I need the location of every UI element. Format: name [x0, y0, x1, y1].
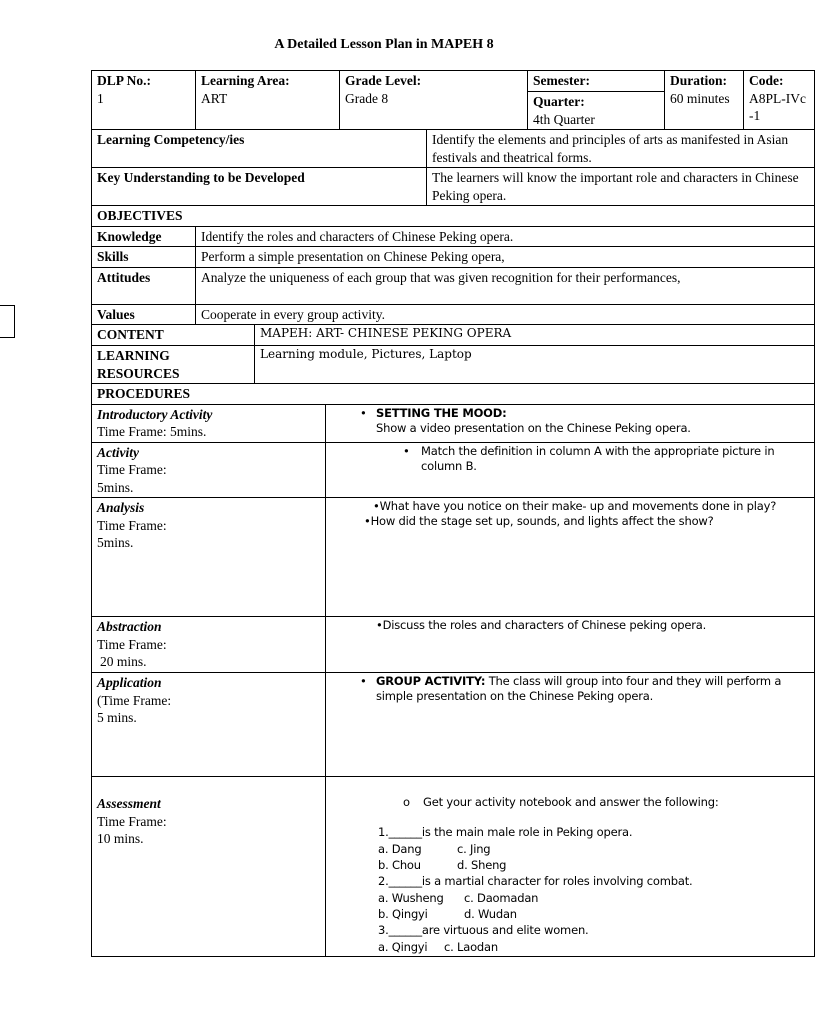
analysis-question: •How did the stage set up, sounds, and lights affect the show?	[364, 514, 714, 529]
assessment-instruction: Get your activity notebook and answer the following:	[423, 795, 719, 810]
circle-bullet-icon: o	[403, 795, 410, 810]
application-title: GROUP ACTIVITY:	[376, 674, 486, 689]
analysis-content	[326, 498, 815, 617]
introductory-time: Time Frame: 5mins.	[97, 424, 207, 440]
application-label: Application	[97, 675, 162, 691]
semester-label: Semester:	[528, 71, 664, 92]
competency-value: Identify the elements and principles of arts as manifested in Asian festivals and theatrical forms.	[427, 130, 815, 168]
grade-level-value: Grade 8	[345, 90, 389, 106]
procedures-heading: PROCEDURES	[92, 384, 815, 405]
objective-value: Cooperate in every group activity.	[196, 304, 815, 325]
activity-cell	[92, 442, 326, 498]
choice: c. Laodan	[444, 939, 498, 954]
introductory-title: SETTING THE MOOD:	[376, 405, 507, 420]
code-label: Code:	[749, 73, 784, 88]
choice: a. Wusheng	[378, 890, 444, 905]
assessment-label: Assessment	[97, 796, 161, 812]
choice: b. Chou	[378, 858, 421, 873]
analysis-cell	[92, 498, 326, 617]
assessment-choices	[331, 939, 809, 955]
grade-level-cell	[340, 71, 528, 130]
application-time-value: 5 mins.	[97, 710, 137, 726]
activity-content	[326, 442, 815, 498]
dlp-cell	[92, 71, 196, 130]
duration-value: 60 minutes	[670, 90, 730, 106]
code-value: A8PL-IVc-1	[749, 90, 807, 124]
introductory-content	[326, 404, 815, 442]
objective-label: Values	[92, 304, 196, 325]
activity-time-value: 5mins.	[97, 479, 134, 495]
assessment-time-label: Time Frame:	[97, 813, 167, 829]
content-label: CONTENT	[92, 325, 255, 346]
bullet-icon: •	[403, 443, 410, 458]
key-understanding-label: Key Understanding to be Developed	[92, 168, 427, 206]
duration-label: Duration:	[670, 73, 728, 88]
assessment-choices	[331, 906, 809, 922]
choice: a. Qingyi	[378, 939, 428, 954]
abstraction-time-value: 20 mins.	[100, 654, 147, 670]
lesson-plan-table	[91, 70, 815, 957]
assessment-question: 1.______is the main male role in Peking opera.	[378, 825, 633, 840]
bullet-icon: •	[360, 674, 367, 689]
introductory-text: Show a video presentation on the Chinese Peking opera.	[376, 420, 691, 435]
objective-value: Analyze the uniqueness of each group that was given recognition for their performances,	[196, 267, 815, 304]
application-time-label: (Time Frame:	[97, 692, 172, 708]
abstraction-time-label: Time Frame:	[97, 636, 167, 652]
duration-cell	[665, 71, 744, 130]
assessment-choices	[331, 857, 809, 873]
document-title: A Detailed Lesson Plan in MAPEH 8	[274, 37, 494, 52]
choice: c. Jing	[457, 841, 491, 856]
choice: d. Wudan	[464, 907, 517, 921]
introductory-label: Introductory Activity	[97, 406, 213, 422]
abstraction-content	[326, 617, 815, 673]
objectives-heading: OBJECTIVES	[92, 206, 815, 227]
objective-label: Knowledge	[92, 226, 196, 247]
analysis-time-label: Time Frame:	[97, 517, 167, 533]
dlp-value: 1	[97, 90, 104, 106]
page-edge-box	[0, 305, 15, 338]
analysis-time-value: 5mins.	[97, 535, 134, 551]
code-cell	[744, 71, 815, 130]
objective-value: Perform a simple presentation on Chinese Peking opera,	[196, 247, 815, 268]
key-understanding-value: The learners will know the important role and characters in Chinese Peking opera.	[427, 168, 815, 206]
activity-time-label: Time Frame:	[97, 462, 167, 478]
content-value: MAPEH: ART- CHINESE PEKING OPERA	[255, 325, 815, 346]
assessment-choices	[331, 890, 809, 906]
semester-quarter-cell	[528, 71, 665, 130]
objective-label: Skills	[92, 247, 196, 268]
application-cell	[92, 673, 326, 777]
dlp-label: DLP No.:	[97, 73, 151, 88]
learning-area-value: ART	[201, 90, 228, 106]
objective-value: Identify the roles and characters of Chinese Peking opera.	[196, 226, 815, 247]
quarter-label: Quarter:	[533, 94, 585, 109]
objective-label: Attitudes	[92, 267, 196, 304]
activity-text: Match the definition in column A with the appropriate picture in column B.	[421, 443, 775, 473]
application-text: The class will group into four and they will perform a simple presentation on the Chinese Peking opera.	[376, 674, 782, 703]
abstraction-label: Abstraction	[97, 619, 162, 635]
choice: a. Dang	[378, 841, 422, 856]
learning-area-cell	[196, 71, 340, 130]
choice: b. Qingyi	[378, 907, 428, 921]
introductory-cell	[92, 404, 326, 442]
bullet-icon: •	[360, 405, 367, 420]
analysis-label: Analysis	[97, 500, 145, 516]
grade-level-label: Grade Level:	[345, 73, 422, 88]
assessment-question: 3.______are virtuous and elite women.	[378, 923, 589, 938]
resources-label: LEARNING RESOURCES	[92, 346, 255, 384]
choice: c. Daomadan	[464, 890, 539, 905]
quarter-value: 4th Quarter	[533, 111, 595, 127]
assessment-choices	[331, 841, 809, 857]
assessment-content	[326, 777, 815, 957]
assessment-cell	[92, 777, 326, 957]
resources-value: Learning module, Pictures, Laptop	[255, 346, 815, 384]
analysis-question: •What have you notice on their make- up and movements done in play?	[373, 499, 777, 514]
assessment-question: 2.______is a martial character for roles involving combat.	[378, 874, 693, 889]
choice: d. Sheng	[457, 858, 507, 873]
assessment-time-value: 10 mins.	[97, 831, 144, 847]
abstraction-cell	[92, 617, 326, 673]
activity-label: Activity	[97, 444, 139, 460]
abstraction-text: •Discuss the roles and characters of Chinese peking opera.	[376, 618, 707, 633]
learning-area-label: Learning Area:	[201, 73, 290, 88]
application-content	[326, 673, 815, 777]
competency-label: Learning Competency/ies	[92, 130, 427, 168]
